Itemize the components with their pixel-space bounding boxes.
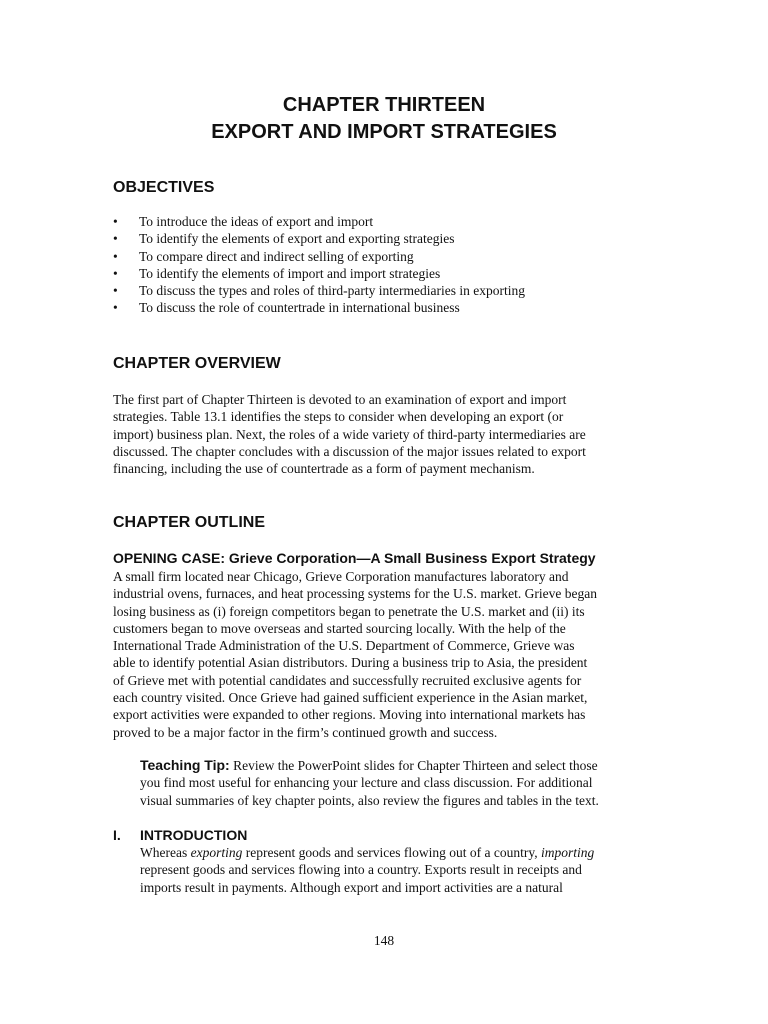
bullet-icon: • bbox=[113, 248, 118, 264]
bullet-icon: • bbox=[113, 214, 118, 229]
list-item: • To discuss the role of countertrade in international business bbox=[113, 300, 460, 316]
bullet-icon: • bbox=[113, 265, 118, 281]
list-item: • To identify the elements of export and exporting strategies bbox=[113, 231, 455, 247]
list-item: • To compare direct and indirect selling of exporting bbox=[113, 248, 414, 264]
opening-case-title: OPENING CASE: Grieve Corporation—A Small Business Export Strategy bbox=[113, 550, 596, 566]
overview-paragraph: The first part of Chapter Thirteen is devoted to an examination of export and import strategies. Table 13.1 identifies the steps to consider when developing an export (or import) business plan. Next, the roles of a wide variety of third-party intermediaries are discussed. The chapter concludes with a discussion of the major issues related to export financing, including the use of countertrade as a form of payment mechanism. bbox=[113, 392, 586, 477]
overview-heading: CHAPTER OVERVIEW bbox=[113, 355, 281, 372]
teaching-tip-label: Teaching Tip: bbox=[140, 757, 230, 773]
chapter-title: EXPORT AND IMPORT STRATEGIES bbox=[211, 121, 557, 143]
introduction-heading: INTRODUCTION bbox=[140, 827, 248, 843]
importing-term: importing bbox=[541, 845, 595, 860]
chapter-number-title: CHAPTER THIRTEEN bbox=[282, 94, 486, 116]
bullet-icon: • bbox=[113, 283, 118, 299]
objectives-list bbox=[113, 213, 673, 317]
bullet-icon: • bbox=[113, 231, 118, 247]
list-item: • To identify the elements of import and import strategies bbox=[113, 265, 441, 281]
section-number: I. bbox=[113, 827, 121, 843]
exporting-term: exporting bbox=[190, 845, 243, 860]
introduction-paragraph: Whereas exporting represent goods and services flowing out of a country, importing represent goods and services flowing into a country. Exports result in receipts and imports result in payments. Although export and import activities are a natural bbox=[140, 845, 595, 895]
bullet-icon: • bbox=[113, 300, 118, 316]
list-item: • To introduce the ideas of export and import bbox=[113, 214, 374, 229]
list-item: • To discuss the types and roles of third-party intermediaries in exporting bbox=[113, 283, 525, 299]
opening-case-paragraph: A small firm located near Chicago, Grieve Corporation manufactures laboratory and industrial ovens, furnaces, and heat processing systems for the U.S. market. Grieve began losing business as (i) foreign competitors began to penetrate the U.S. market and (ii) its customers began to move overseas and started sourcing locally. With the help of the International Trade Administration of the U.S. Department of Commerce, Grieve was able to identify potential Asian distributors. During a business trip to Asia, the president of Grieve met with potential candidates and successfully recruited exclusive agents for each country visited. Once Grieve had gained sufficient experience in the Asian market, export activities were expanded to other regions. Moving into international markets has proved to be a major factor in the firm’s continued growth and success. bbox=[113, 569, 597, 740]
page-number: 148 bbox=[373, 933, 395, 948]
objectives-heading: OBJECTIVES bbox=[113, 179, 215, 196]
teaching-tip: Teaching Tip: Review the PowerPoint slides for Chapter Thirteen and select those you find most useful for enhancing your lecture and class discussion. For additional visual summaries of key chapter points, also review the figures and tables in the text. bbox=[140, 757, 599, 808]
outline-heading: CHAPTER OUTLINE bbox=[113, 514, 265, 531]
